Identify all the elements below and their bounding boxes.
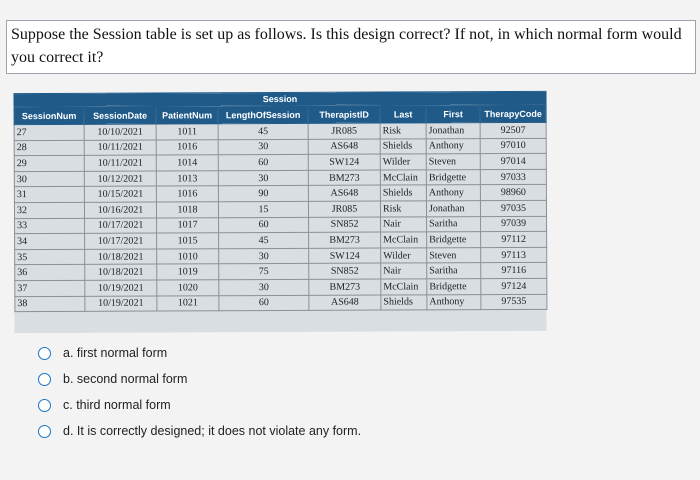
- table-cell: 10/18/2021: [85, 264, 157, 280]
- answer-label: c. third normal form: [63, 398, 171, 412]
- table-cell: 32: [14, 202, 84, 218]
- table-cell: 1020: [157, 280, 219, 296]
- question-line-1: Suppose the Session table is set up as follows. Is this design correct? If not, in which normal form would: [11, 26, 682, 43]
- table-cell: Shields: [380, 138, 426, 154]
- table-cell: Anthony: [426, 138, 480, 154]
- table-cell: 1015: [157, 233, 219, 249]
- table-cell: 97010: [480, 138, 546, 154]
- answer-label: b. second normal form: [63, 372, 188, 386]
- table-cell: 97039: [481, 216, 547, 232]
- table-cell: 30: [14, 171, 84, 187]
- radio-button[interactable]: [38, 399, 51, 412]
- table-cell: 97113: [481, 247, 547, 263]
- table-cell: 37: [15, 280, 85, 296]
- table-cell: 90: [218, 186, 308, 202]
- table-cell: AS648: [308, 139, 380, 155]
- table-cell: AS648: [309, 295, 381, 311]
- table-cell: Bridgette: [426, 169, 480, 185]
- answer-options: [38, 340, 361, 444]
- table-cell: Wilder: [381, 248, 427, 264]
- table-cell: SW124: [309, 248, 381, 264]
- table-cell: 10/10/2021: [84, 124, 156, 140]
- question-text: [11, 23, 691, 69]
- table-cell: Anthony: [426, 185, 480, 201]
- table-cell: Jonathan: [426, 201, 480, 217]
- table-cell: 33: [15, 218, 85, 234]
- table-cell: Jonathan: [426, 123, 480, 139]
- table-cell: 30: [219, 279, 309, 295]
- table-cell: 1011: [156, 124, 218, 140]
- table-cell: 97535: [481, 294, 547, 310]
- table-cell: Shields: [380, 185, 426, 201]
- table-cell: 15: [218, 201, 308, 217]
- question-line-2: you correct it?: [11, 49, 104, 66]
- table-cell: 10/11/2021: [84, 140, 156, 156]
- table-cell: Wilder: [380, 154, 426, 170]
- table-cell: 1010: [157, 249, 219, 265]
- table-cell: 97035: [480, 200, 546, 216]
- table-cell: 29: [14, 156, 84, 172]
- table-cell: 30: [218, 139, 308, 155]
- table-cell: 1018: [156, 202, 218, 218]
- table-cell: Steven: [427, 247, 481, 263]
- table-cell: AS648: [308, 185, 380, 201]
- table-cell: 10/16/2021: [84, 202, 156, 218]
- table-cell: 97112: [481, 231, 547, 247]
- table-cell: Nair: [381, 263, 427, 279]
- table-cell: Saritha: [427, 263, 481, 279]
- table-cell: 1016: [156, 139, 218, 155]
- table-cell: Shields: [381, 294, 427, 310]
- session-table: [13, 91, 547, 312]
- table-cell: Anthony: [427, 294, 481, 310]
- table-cell: 27: [14, 124, 84, 140]
- table-cell: JR085: [308, 123, 380, 139]
- table-cell: BM273: [309, 232, 381, 248]
- table-cell: 1013: [156, 171, 218, 187]
- radio-button[interactable]: [38, 425, 51, 438]
- table-cell: 30: [219, 248, 309, 264]
- session-table-image: [13, 91, 546, 333]
- column-header: TherapyCode: [480, 104, 546, 122]
- table-header-row: [14, 104, 546, 124]
- column-header: LengthOfSession: [218, 105, 308, 123]
- table-cell: 1021: [157, 295, 219, 311]
- table-cell: Steven: [426, 154, 480, 170]
- table-cell: 10/19/2021: [85, 296, 157, 312]
- table-cell: 97014: [480, 154, 546, 170]
- table-row: [15, 294, 547, 312]
- column-header: SessionDate: [84, 106, 156, 124]
- table-cell: 75: [219, 264, 309, 280]
- table-cell: Risk: [380, 123, 426, 139]
- table-cell: SN852: [309, 217, 381, 233]
- table-cell: Bridgette: [427, 279, 481, 295]
- table-cell: Risk: [380, 201, 426, 217]
- table-cell: BM273: [309, 279, 381, 295]
- table-cell: 97116: [481, 263, 547, 279]
- answer-label: d. It is correctly designed; it does not violate any form.: [63, 424, 362, 438]
- table-cell: 38: [15, 296, 85, 312]
- table-cell: 60: [219, 217, 309, 233]
- table-cell: 1014: [156, 155, 218, 171]
- table-cell: 30: [218, 170, 308, 186]
- table-cell: 34: [15, 234, 85, 250]
- table-cell: 10/15/2021: [84, 186, 156, 202]
- table-cell: 97033: [480, 169, 546, 185]
- column-header: PatientNum: [156, 106, 218, 124]
- table-cell: 36: [15, 265, 85, 281]
- answer-option[interactable]: [38, 392, 361, 418]
- question-box: [6, 20, 696, 74]
- table-cell: 10/17/2021: [85, 233, 157, 249]
- table-title: Session: [14, 91, 546, 106]
- column-header: TherapistID: [308, 105, 380, 123]
- table-cell: Saritha: [427, 216, 481, 232]
- column-header: First: [426, 105, 480, 123]
- answer-option[interactable]: [38, 340, 361, 366]
- table-body: [14, 122, 547, 311]
- table-cell: 60: [219, 295, 309, 311]
- answer-label: a. first normal form: [63, 346, 168, 360]
- table-cell: 1019: [157, 264, 219, 280]
- table-cell: SN852: [309, 263, 381, 279]
- table-cell: 31: [14, 187, 84, 203]
- table-cell: McClain: [380, 170, 426, 186]
- table-cell: 45: [218, 123, 308, 139]
- table-cell: 97124: [481, 278, 547, 294]
- table-cell: McClain: [381, 279, 427, 295]
- table-cell: 10/19/2021: [85, 280, 157, 296]
- answer-option[interactable]: [38, 418, 361, 444]
- table-cell: Nair: [381, 216, 427, 232]
- table-cell: 28: [14, 140, 84, 156]
- column-header: SessionNum: [14, 106, 84, 124]
- answer-option[interactable]: [38, 366, 361, 392]
- table-cell: 10/18/2021: [85, 249, 157, 265]
- table-cell: 45: [219, 233, 309, 249]
- table-cell: JR085: [308, 201, 380, 217]
- table-cell: 60: [218, 155, 308, 171]
- table-cell: Bridgette: [427, 232, 481, 248]
- column-header: Last: [380, 105, 426, 123]
- radio-button[interactable]: [38, 373, 51, 386]
- table-cell: 1017: [157, 217, 219, 233]
- table-cell: 92507: [480, 122, 546, 138]
- table-cell: SW124: [308, 154, 380, 170]
- table-cell: 10/17/2021: [85, 218, 157, 234]
- table-cell: 35: [15, 249, 85, 265]
- table-cell: 98960: [480, 185, 546, 201]
- table-cell: 10/12/2021: [84, 171, 156, 187]
- table-cell: 10/11/2021: [84, 155, 156, 171]
- table-cell: 1016: [156, 186, 218, 202]
- radio-button[interactable]: [38, 347, 51, 360]
- table-cell: BM273: [308, 170, 380, 186]
- table-cell: McClain: [381, 232, 427, 248]
